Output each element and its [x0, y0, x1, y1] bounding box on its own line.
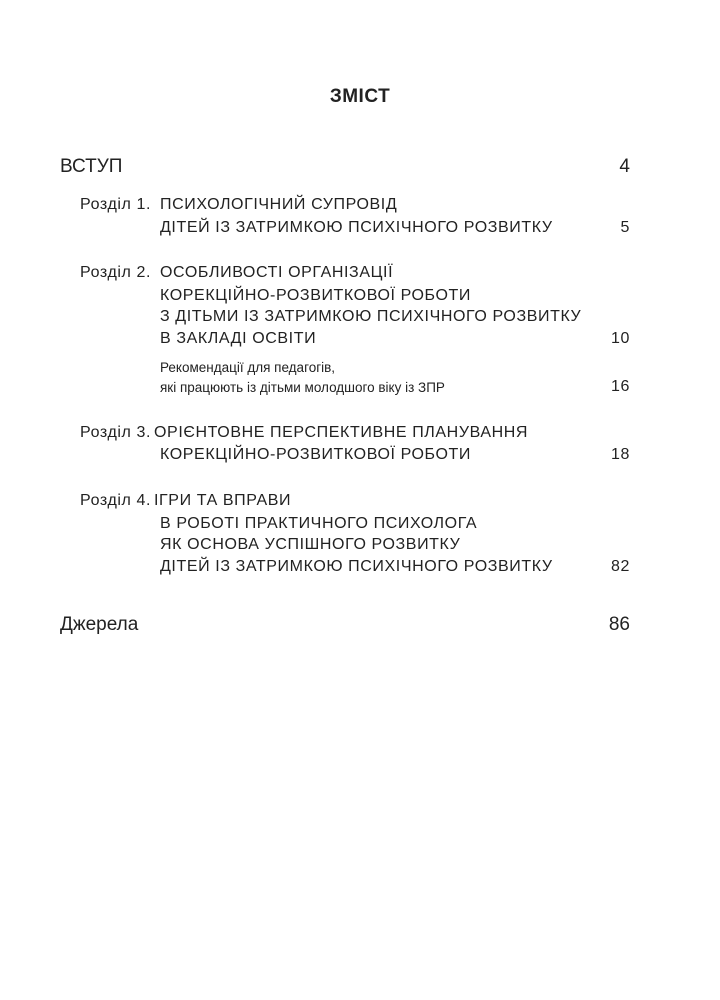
- section-3-line-1: ОРІЄНТОВНЕ ПЕРСПЕКТИВНЕ ПЛАНУВАННЯ: [154, 424, 529, 441]
- section-4-line-4: ДІТЕЙ ІЗ ЗАТРИМКОЮ ПСИХІЧНОГО РОЗВИТКУ: [160, 558, 553, 575]
- section-1-page: 5: [620, 219, 630, 236]
- section-1-prefix: Розділ 1.: [80, 196, 152, 213]
- section-3-page: 18: [611, 446, 630, 463]
- section-4-prefix: Розділ 4.: [80, 492, 152, 509]
- section-4-line-2: В РОБОТІ ПРАКТИЧНОГО ПСИХОЛОГА: [160, 515, 478, 532]
- section-2-prefix: Розділ 2.: [80, 264, 152, 281]
- toc-intro-page: 4: [619, 156, 630, 177]
- section-2-sub-line-1: Рекомендації для педагогів,: [160, 360, 336, 375]
- section-2-sub-page: 16: [611, 378, 630, 395]
- section-2-line-3: З ДІТЬМИ ІЗ ЗАТРИМКОЮ ПСИХІЧНОГО РОЗВИТКУ: [160, 308, 582, 325]
- section-4-page: 82: [611, 558, 630, 575]
- toc-title: ЗМІСТ: [329, 86, 391, 107]
- section-2-line-1: ОСОБЛИВОСТІ ОРГАНІЗАЦІЇ: [160, 264, 394, 281]
- toc-sources-page: 86: [608, 614, 630, 635]
- section-2-sub-line-2: які працюють із дітьми молодшого віку із ЗПР: [160, 380, 445, 395]
- section-3-line-2: КОРЕКЦІЙНО-РОЗВИТКОВОЇ РОБОТИ: [160, 446, 472, 463]
- section-4-line-3: ЯК ОСНОВА УСПІШНОГО РОЗВИТКУ: [160, 536, 461, 553]
- section-3-prefix: Розділ 3.: [80, 424, 152, 441]
- toc-intro-label: ВСТУП: [60, 156, 123, 177]
- section-2-page: 10: [611, 330, 630, 347]
- section-1-line-1: ПСИХОЛОГІЧНИЙ СУПРОВІД: [160, 196, 398, 213]
- toc-sources-label: Джерела: [60, 614, 139, 635]
- section-2-line-4: В ЗАКЛАДІ ОСВІТИ: [160, 330, 317, 347]
- section-1-line-2: ДІТЕЙ ІЗ ЗАТРИМКОЮ ПСИХІЧНОГО РОЗВИТКУ: [160, 219, 553, 236]
- section-4-line-1: ІГРИ ТА ВПРАВИ: [154, 492, 292, 509]
- section-2-line-2: КОРЕКЦІЙНО-РОЗВИТКОВОЇ РОБОТИ: [160, 287, 472, 304]
